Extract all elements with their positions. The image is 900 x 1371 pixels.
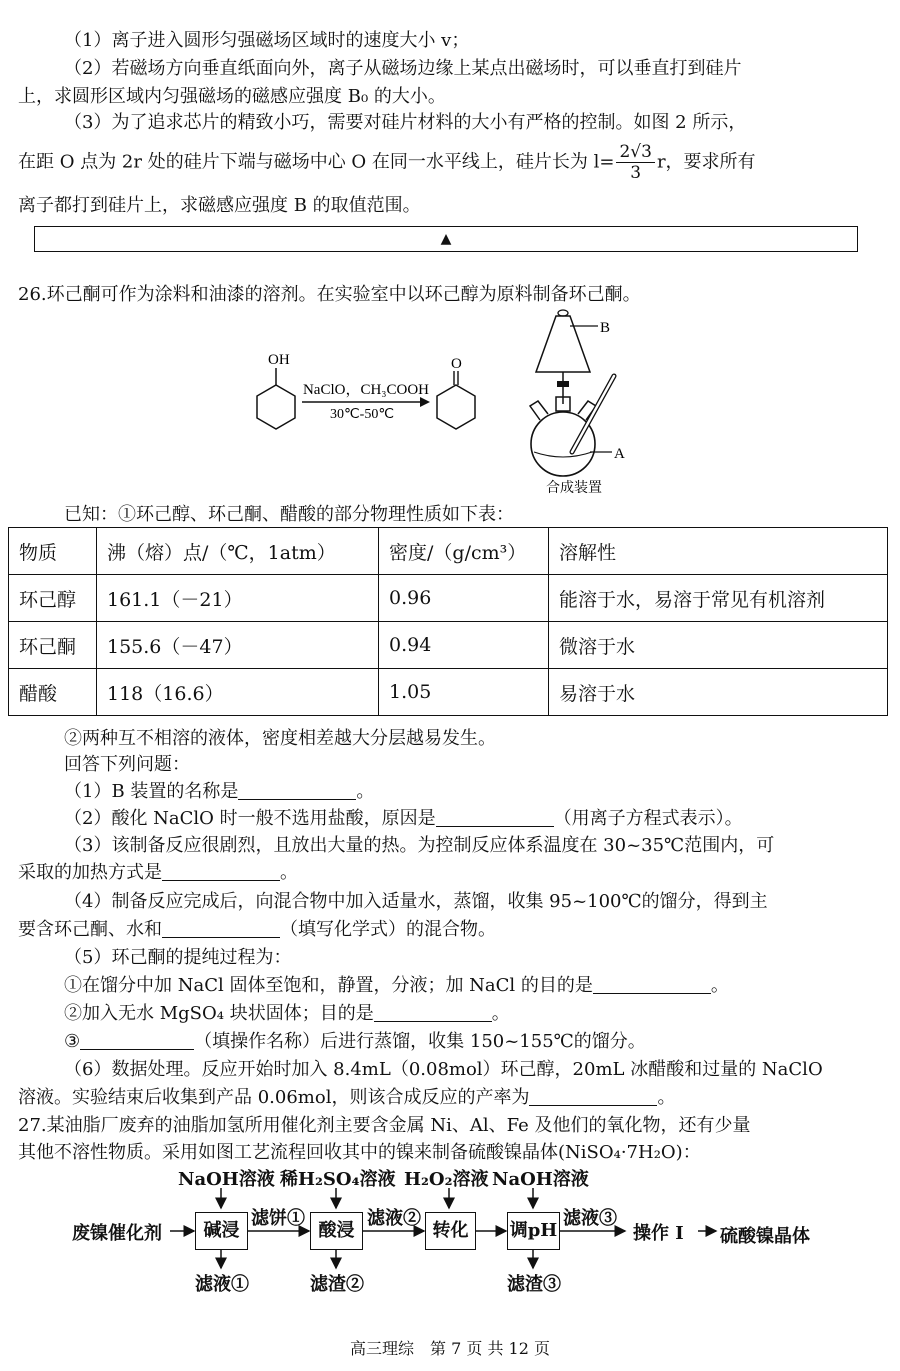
cyclohexanone-ring — [437, 385, 475, 429]
q25-part3-line1: （3）为了追求芯片的精致小巧，需要对硅片材料的大小有严格的控制。如图 2 所示， — [64, 112, 747, 133]
table-cell: 161.1（－21） — [97, 575, 379, 622]
filtrate-1: 滤液① — [195, 1274, 249, 1295]
separatory-funnel — [536, 316, 590, 372]
table-row — [9, 622, 888, 669]
answer-blank[interactable] — [593, 975, 711, 994]
s5c-prefix: ③ — [64, 1031, 81, 1052]
table-cell: 能溶于水，易溶于常见有机溶剂 — [549, 575, 888, 622]
q27-intro-line2: 其他不溶性物质。采用如图工艺流程回收其中的镍来制备硫酸镍晶体(NiSO₄·7H₂O)： — [18, 1142, 701, 1163]
table-header-cell: 物质 — [9, 528, 97, 575]
s3b-end: 。 — [280, 862, 298, 883]
liquid-level — [534, 452, 592, 457]
sub-question-3-line2 — [18, 860, 298, 886]
fraction-numerator: 2√3 — [616, 142, 654, 163]
table-row — [9, 575, 888, 622]
fraction-denominator: 3 — [630, 163, 642, 183]
sub-question-1 — [64, 779, 374, 805]
oh-label: OH — [268, 352, 290, 368]
q25-part2-line2: 上，求圆形区域内匀强磁场的磁感应强度 B₀ 的大小。 — [18, 86, 446, 107]
table-cell: 0.94 — [379, 622, 549, 669]
q25-part1: （1）离子进入圆形匀强磁场区域时的速度大小 v； — [64, 30, 470, 51]
table-cell: 环己醇 — [9, 575, 97, 622]
filtrate-3: 滤液③ — [563, 1208, 617, 1229]
apparatus-caption: 合成装置 — [546, 480, 602, 496]
answer-blank[interactable] — [162, 862, 280, 881]
table-cell: 环己酮 — [9, 622, 97, 669]
sub-question-4-line2 — [18, 917, 496, 943]
triangle-icon: ▲ — [440, 231, 452, 247]
s4b-text: 要含环己酮、水和 — [18, 919, 162, 940]
sub-question-5-step3 — [64, 1029, 646, 1055]
funnel-stopcock — [557, 381, 569, 387]
operation-1: 操作 I — [633, 1223, 684, 1244]
s5b-end: 。 — [491, 1003, 510, 1024]
step-adjust-ph: 调pH — [507, 1212, 560, 1250]
s6b-end: 。 — [657, 1087, 676, 1108]
s4b-end: （填写化学式）的混合物。 — [280, 919, 496, 940]
s5b-text: ②加入无水 MgSO₄ 块状固体；目的是 — [64, 1003, 374, 1024]
sub-question-6-line1: （6）数据处理。反应开始时加入 8.4mL（0.08mol）环己醇，20mL 冰醋酸和过量的 NaClO — [64, 1059, 823, 1080]
page-footer: 高三理综 第 7 页 共 12 页 — [350, 1339, 550, 1358]
s5a-text: ①在馏分中加 NaCl 固体至饱和，静置，分液；加 NaCl 的目的是 — [64, 975, 593, 996]
answer-blank[interactable] — [80, 1031, 194, 1050]
sub-question-5-step2 — [64, 1001, 510, 1027]
s6b-text: 溶液。实验结束后收集到产品 0.06mol，则该合成反应的产率为 — [18, 1087, 530, 1108]
sub-question-2 — [64, 806, 743, 832]
s1-text: （1）B 装置的名称是 — [64, 781, 239, 802]
table-header-cell: 密度/（g/cm³） — [379, 528, 549, 575]
reagent-naoh-2: NaOH溶液 — [492, 1169, 589, 1190]
s5c-text: （填操作名称）后进行蒸馏，收集 150~155℃的馏分。 — [194, 1031, 646, 1052]
table-cell: 醋酸 — [9, 669, 97, 716]
start-material: 废镍催化剂 — [72, 1223, 162, 1244]
sub-question-4-line1: （4）制备反应完成后，向混合物中加入适量水，蒸馏，收集 95~100℃的馏分，得到主 — [64, 891, 768, 912]
answer-blank[interactable] — [238, 781, 356, 800]
q26-intro: 26.环己酮可作为涂料和油漆的溶剂。在实验室中以环己醇为原料制备环己酮。 — [18, 284, 641, 305]
answer-blank[interactable] — [374, 1003, 492, 1022]
filter-residue-3: 滤渣③ — [507, 1274, 561, 1295]
q25-part2-line1: （2）若磁场方向垂直纸面向外，离子从磁场边缘上某点出磁场时，可以垂直打到硅片 — [64, 58, 742, 79]
answer-blank[interactable] — [162, 919, 280, 938]
step-alkali-leach: 碱浸 — [195, 1212, 248, 1250]
s3b-text: 采取的加热方式是 — [18, 862, 162, 883]
q25-part3-text-post: r，要求所有 — [656, 151, 756, 173]
table-cell: 易溶于水 — [549, 669, 888, 716]
physical-properties-table — [8, 527, 888, 716]
cyclohexanol-ring — [257, 385, 295, 429]
filtrate-2: 滤液② — [367, 1208, 421, 1229]
s2-end: （用离子方程式表示）。 — [553, 808, 743, 829]
label-a: A — [614, 446, 625, 462]
s5a-end: 。 — [710, 975, 729, 996]
o-label: O — [451, 356, 462, 372]
arrow-head — [420, 397, 430, 407]
reagent-h2o2: H₂O₂溶液 — [404, 1169, 489, 1190]
table-header-cell: 沸（熔）点/（℃，1atm） — [97, 528, 379, 575]
reagent-naoh-1: NaOH溶液 — [178, 1169, 275, 1190]
q25-part3-line3: 离子都打到硅片上，求磁感应强度 B 的取值范围。 — [18, 195, 421, 216]
table-cell: 0.96 — [379, 575, 549, 622]
s1-end: 。 — [356, 781, 375, 802]
three-neck-flask — [531, 412, 595, 476]
reagents-label: NaClO，CH₃COOH — [302, 382, 430, 398]
product-nickel-sulfate: 硫酸镍晶体 — [720, 1226, 810, 1247]
label-b: B — [600, 320, 611, 336]
table-header-cell: 溶解性 — [549, 528, 888, 575]
table-header-row — [9, 528, 888, 575]
sub-question-3-line1: （3）该制备反应很剧烈，且放出大量的热。为控制反应体系温度在 30~35℃范围内，可 — [64, 835, 775, 856]
table-cell: 1.05 — [379, 669, 549, 716]
filter-cake-1: 滤饼① — [251, 1208, 305, 1229]
reagent-dilute-h2so4: 稀H₂SO₄溶液 — [280, 1169, 396, 1190]
step-conversion: 转化 — [425, 1212, 476, 1250]
step-acid-leach: 酸浸 — [310, 1212, 363, 1250]
answer-intro: 回答下列问题： — [64, 754, 190, 775]
reaction-and-apparatus-figure — [0, 0, 900, 500]
q27-intro-line1: 27.某油脂厂废弃的油脂加氢所用催化剂主要含金属 Ni、Al、Fe 及他们的氧化物，还有少量 — [18, 1115, 751, 1136]
q25-part3-text-pre: 在距 O 点为 2r 处的硅片下端与磁场中心 O 在同一水平线上，硅片长为 l= — [18, 151, 615, 173]
conditions-label: 30℃-50℃ — [329, 407, 395, 422]
table-cell: 118（16.6） — [97, 669, 379, 716]
sub-question-5-step1 — [64, 973, 729, 999]
filter-residue-2: 滤渣② — [310, 1274, 364, 1295]
sub-question-6-line2 — [18, 1085, 675, 1111]
sub-question-5: （5）环己酮的提纯过程为： — [64, 947, 292, 968]
s2-text: （2）酸化 NaClO 时一般不选用盐酸，原因是 — [64, 808, 436, 829]
answer-blank[interactable] — [436, 808, 554, 827]
known-1: 已知：①环己醇、环己酮、醋酸的部分物理性质如下表： — [64, 504, 514, 525]
funnel-stopper — [558, 310, 568, 316]
known-2: ②两种互不相溶的液体，密度相差越大分层越易发生。 — [64, 728, 496, 749]
table-row — [9, 669, 888, 716]
table-cell: 155.6（－47） — [97, 622, 379, 669]
table-cell: 微溶于水 — [549, 622, 888, 669]
answer-blank[interactable] — [529, 1087, 657, 1106]
